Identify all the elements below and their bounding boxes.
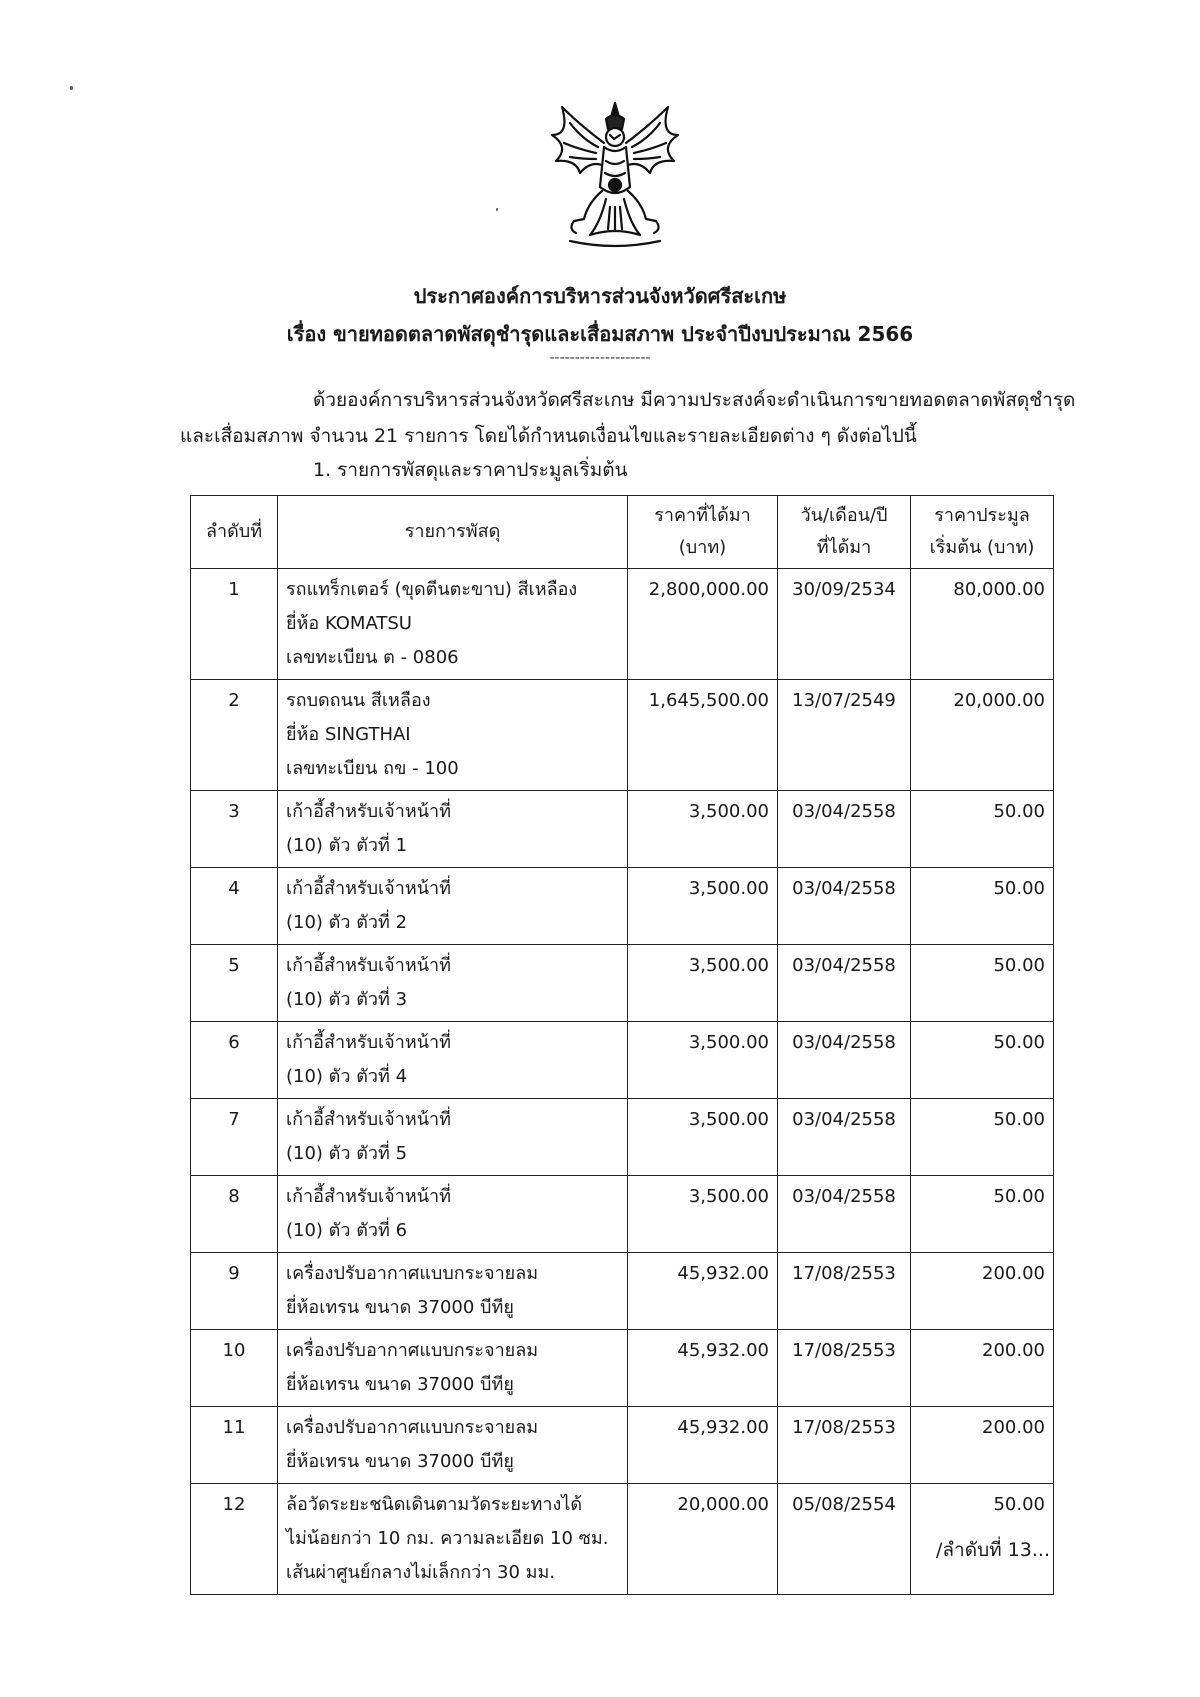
table-header-row <box>191 496 1054 569</box>
description-line: (10) ตัว ตัวที่ 3 <box>286 989 408 1010</box>
row-starting-bid: 80,000.00 <box>911 569 1054 680</box>
description-line: เก้าอี้สำหรับเจ้าหน้าที่ <box>286 1032 451 1053</box>
row-acquired-date: 03/04/2558 <box>778 1176 911 1253</box>
description-line: เลขทะเบียน ถข - 100 <box>286 758 459 779</box>
row-number: 9 <box>191 1253 278 1330</box>
table-row <box>191 945 1054 1022</box>
row-description <box>278 791 628 868</box>
table-row <box>191 1484 1054 1595</box>
description-line: เก้าอี้สำหรับเจ้าหน้าที่ <box>286 955 451 976</box>
table-row <box>191 1022 1054 1099</box>
description-line: (10) ตัว ตัวที่ 2 <box>286 912 408 933</box>
description-line: เครื่องปรับอากาศแบบกระจายลม <box>286 1263 539 1284</box>
table-row <box>191 1099 1054 1176</box>
description-line: (10) ตัว ตัวที่ 1 <box>286 835 408 856</box>
header-date-line-1: วัน/เดือน/ปี <box>800 505 888 526</box>
row-acquired-date: 30/09/2534 <box>778 569 911 680</box>
row-starting-bid: 50.00 <box>911 791 1054 868</box>
row-starting-bid: 50.00 <box>911 945 1054 1022</box>
intro-paragraph-line-2: และเสื่อมสภาพ จำนวน 21 รายการ โดยได้กำหนดเงื่อนไขและรายละเอียดต่าง ๆ ดังต่อไปนี้ <box>180 425 917 447</box>
row-acquired-price: 2,800,000.00 <box>628 569 778 680</box>
announcement-subject: เรื่อง ขายทอดตลาดพัสดุชำรุดและเสื่อมสภาพ ประจำปีงบประมาณ 2566 <box>286 322 914 346</box>
description-line: ล้อวัดระยะชนิดเดินตามวัดระยะทางได้ <box>286 1494 583 1515</box>
description-line: (10) ตัว ตัวที่ 4 <box>286 1066 408 1087</box>
row-starting-bid: 50.00 <box>911 868 1054 945</box>
row-number: 10 <box>191 1330 278 1407</box>
description-line: ไม่น้อยกว่า 10 กม. ความละเอียด 10 ซม. <box>286 1528 609 1549</box>
row-description <box>278 569 628 680</box>
row-acquired-date: 17/08/2553 <box>778 1407 911 1484</box>
row-number: 4 <box>191 868 278 945</box>
scan-speck <box>70 86 73 90</box>
row-acquired-date: 03/04/2558 <box>778 1022 911 1099</box>
row-description <box>278 1484 628 1595</box>
header-date-line-2: ที่ได้มา <box>816 537 872 558</box>
table-row <box>191 1330 1054 1407</box>
row-description <box>278 1099 628 1176</box>
row-description <box>278 1330 628 1407</box>
row-starting-bid: 50.00 <box>911 1176 1054 1253</box>
description-line: ยี่ห้อ SINGTHAI <box>286 724 411 745</box>
row-acquired-price: 45,932.00 <box>628 1253 778 1330</box>
row-acquired-date: 03/04/2558 <box>778 868 911 945</box>
row-starting-bid: 50.00 <box>911 1099 1054 1176</box>
row-description <box>278 1022 628 1099</box>
row-number: 3 <box>191 791 278 868</box>
row-number: 12 <box>191 1484 278 1595</box>
header-start-line-1: ราคาประมูล <box>934 505 1030 526</box>
row-description <box>278 1407 628 1484</box>
row-acquired-date: 03/04/2558 <box>778 791 911 868</box>
description-line: เก้าอี้สำหรับเจ้าหน้าที่ <box>286 1186 451 1207</box>
description-line: รถแทร็กเตอร์ (ขุดตีนตะขาบ) สีเหลือง <box>286 579 578 600</box>
row-description <box>278 1253 628 1330</box>
description-line: ยี่ห้อเทรน ขนาด 37000 บีทียู <box>286 1297 514 1318</box>
row-number: 2 <box>191 680 278 791</box>
row-starting-bid: 200.00 <box>911 1253 1054 1330</box>
row-acquired-date: 03/04/2558 <box>778 1099 911 1176</box>
row-starting-bid: 50.00 <box>911 1484 1054 1595</box>
row-number: 5 <box>191 945 278 1022</box>
row-acquired-price: 20,000.00 <box>628 1484 778 1595</box>
row-acquired-price: 3,500.00 <box>628 1099 778 1176</box>
row-acquired-price: 3,500.00 <box>628 868 778 945</box>
description-line: เส้นผ่าศูนย์กลางไม่เล็กกว่า 30 มม. <box>286 1562 556 1583</box>
header-date <box>778 496 911 569</box>
header-start-price <box>911 496 1054 569</box>
description-line: รถบดถนน สีเหลือง <box>286 690 431 711</box>
table-row <box>191 868 1054 945</box>
row-acquired-date: 03/04/2558 <box>778 945 911 1022</box>
table-body <box>191 569 1054 1595</box>
description-line: ยี่ห้อเทรน ขนาด 37000 บีทียู <box>286 1451 514 1472</box>
row-starting-bid: 50.00 <box>911 1022 1054 1099</box>
table-row <box>191 680 1054 791</box>
row-acquired-price: 3,500.00 <box>628 1022 778 1099</box>
row-starting-bid: 20,000.00 <box>911 680 1054 791</box>
scan-speck <box>496 208 498 211</box>
description-line: ยี่ห้อ KOMATSU <box>286 613 412 634</box>
row-acquired-price: 1,645,500.00 <box>628 680 778 791</box>
row-number: 6 <box>191 1022 278 1099</box>
row-starting-bid: 200.00 <box>911 1407 1054 1484</box>
row-acquired-date: 17/08/2553 <box>778 1330 911 1407</box>
description-line: เครื่องปรับอากาศแบบกระจายลม <box>286 1417 539 1438</box>
title-divider: -------------------- <box>549 350 651 366</box>
row-acquired-price: 45,932.00 <box>628 1330 778 1407</box>
header-item: รายการพัสดุ <box>278 496 628 569</box>
row-acquired-date: 13/07/2549 <box>778 680 911 791</box>
description-line: (10) ตัว ตัวที่ 5 <box>286 1143 408 1164</box>
header-price-line-1: ราคาที่ได้มา <box>654 505 751 526</box>
garuda-emblem-icon <box>540 95 690 255</box>
row-description <box>278 868 628 945</box>
continuation-note: /ลำดับที่ 13... <box>936 1539 1050 1561</box>
description-line: เก้าอี้สำหรับเจ้าหน้าที่ <box>286 801 451 822</box>
table-row <box>191 1253 1054 1330</box>
row-number: 7 <box>191 1099 278 1176</box>
row-starting-bid: 200.00 <box>911 1330 1054 1407</box>
header-price-line-2: (บาท) <box>678 537 727 558</box>
table-row <box>191 569 1054 680</box>
row-description <box>278 1176 628 1253</box>
table-row <box>191 791 1054 868</box>
header-start-line-2: เริ่มต้น (บาท) <box>929 537 1035 558</box>
row-acquired-date: 17/08/2553 <box>778 1253 911 1330</box>
description-line: ยี่ห้อเทรน ขนาด 37000 บีทียู <box>286 1374 514 1395</box>
header-no: ลำดับที่ <box>191 496 278 569</box>
table-row <box>191 1407 1054 1484</box>
row-acquired-price: 3,500.00 <box>628 791 778 868</box>
intro-paragraph-line-1: ด้วยองค์การบริหารส่วนจังหวัดศรีสะเกษ มีความประสงค์จะดำเนินการขายทอดตลาดพัสดุชำรุด <box>313 389 1076 411</box>
row-acquired-date: 05/08/2554 <box>778 1484 911 1595</box>
row-description <box>278 680 628 791</box>
description-line: เลขทะเบียน ต - 0806 <box>286 647 459 668</box>
row-acquired-price: 45,932.00 <box>628 1407 778 1484</box>
announcement-title: ประกาศองค์การบริหารส่วนจังหวัดศรีสะเกษ <box>413 284 787 308</box>
row-number: 1 <box>191 569 278 680</box>
description-line: (10) ตัว ตัวที่ 6 <box>286 1220 408 1241</box>
row-description <box>278 945 628 1022</box>
header-price <box>628 496 778 569</box>
section-heading: 1. รายการพัสดุและราคาประมูลเริ่มต้น <box>313 459 628 481</box>
description-line: เก้าอี้สำหรับเจ้าหน้าที่ <box>286 878 451 899</box>
row-acquired-price: 3,500.00 <box>628 945 778 1022</box>
items-table <box>190 495 1054 1595</box>
description-line: เครื่องปรับอากาศแบบกระจายลม <box>286 1340 539 1361</box>
row-number: 11 <box>191 1407 278 1484</box>
table-row <box>191 1176 1054 1253</box>
row-number: 8 <box>191 1176 278 1253</box>
description-line: เก้าอี้สำหรับเจ้าหน้าที่ <box>286 1109 451 1130</box>
row-acquired-price: 3,500.00 <box>628 1176 778 1253</box>
